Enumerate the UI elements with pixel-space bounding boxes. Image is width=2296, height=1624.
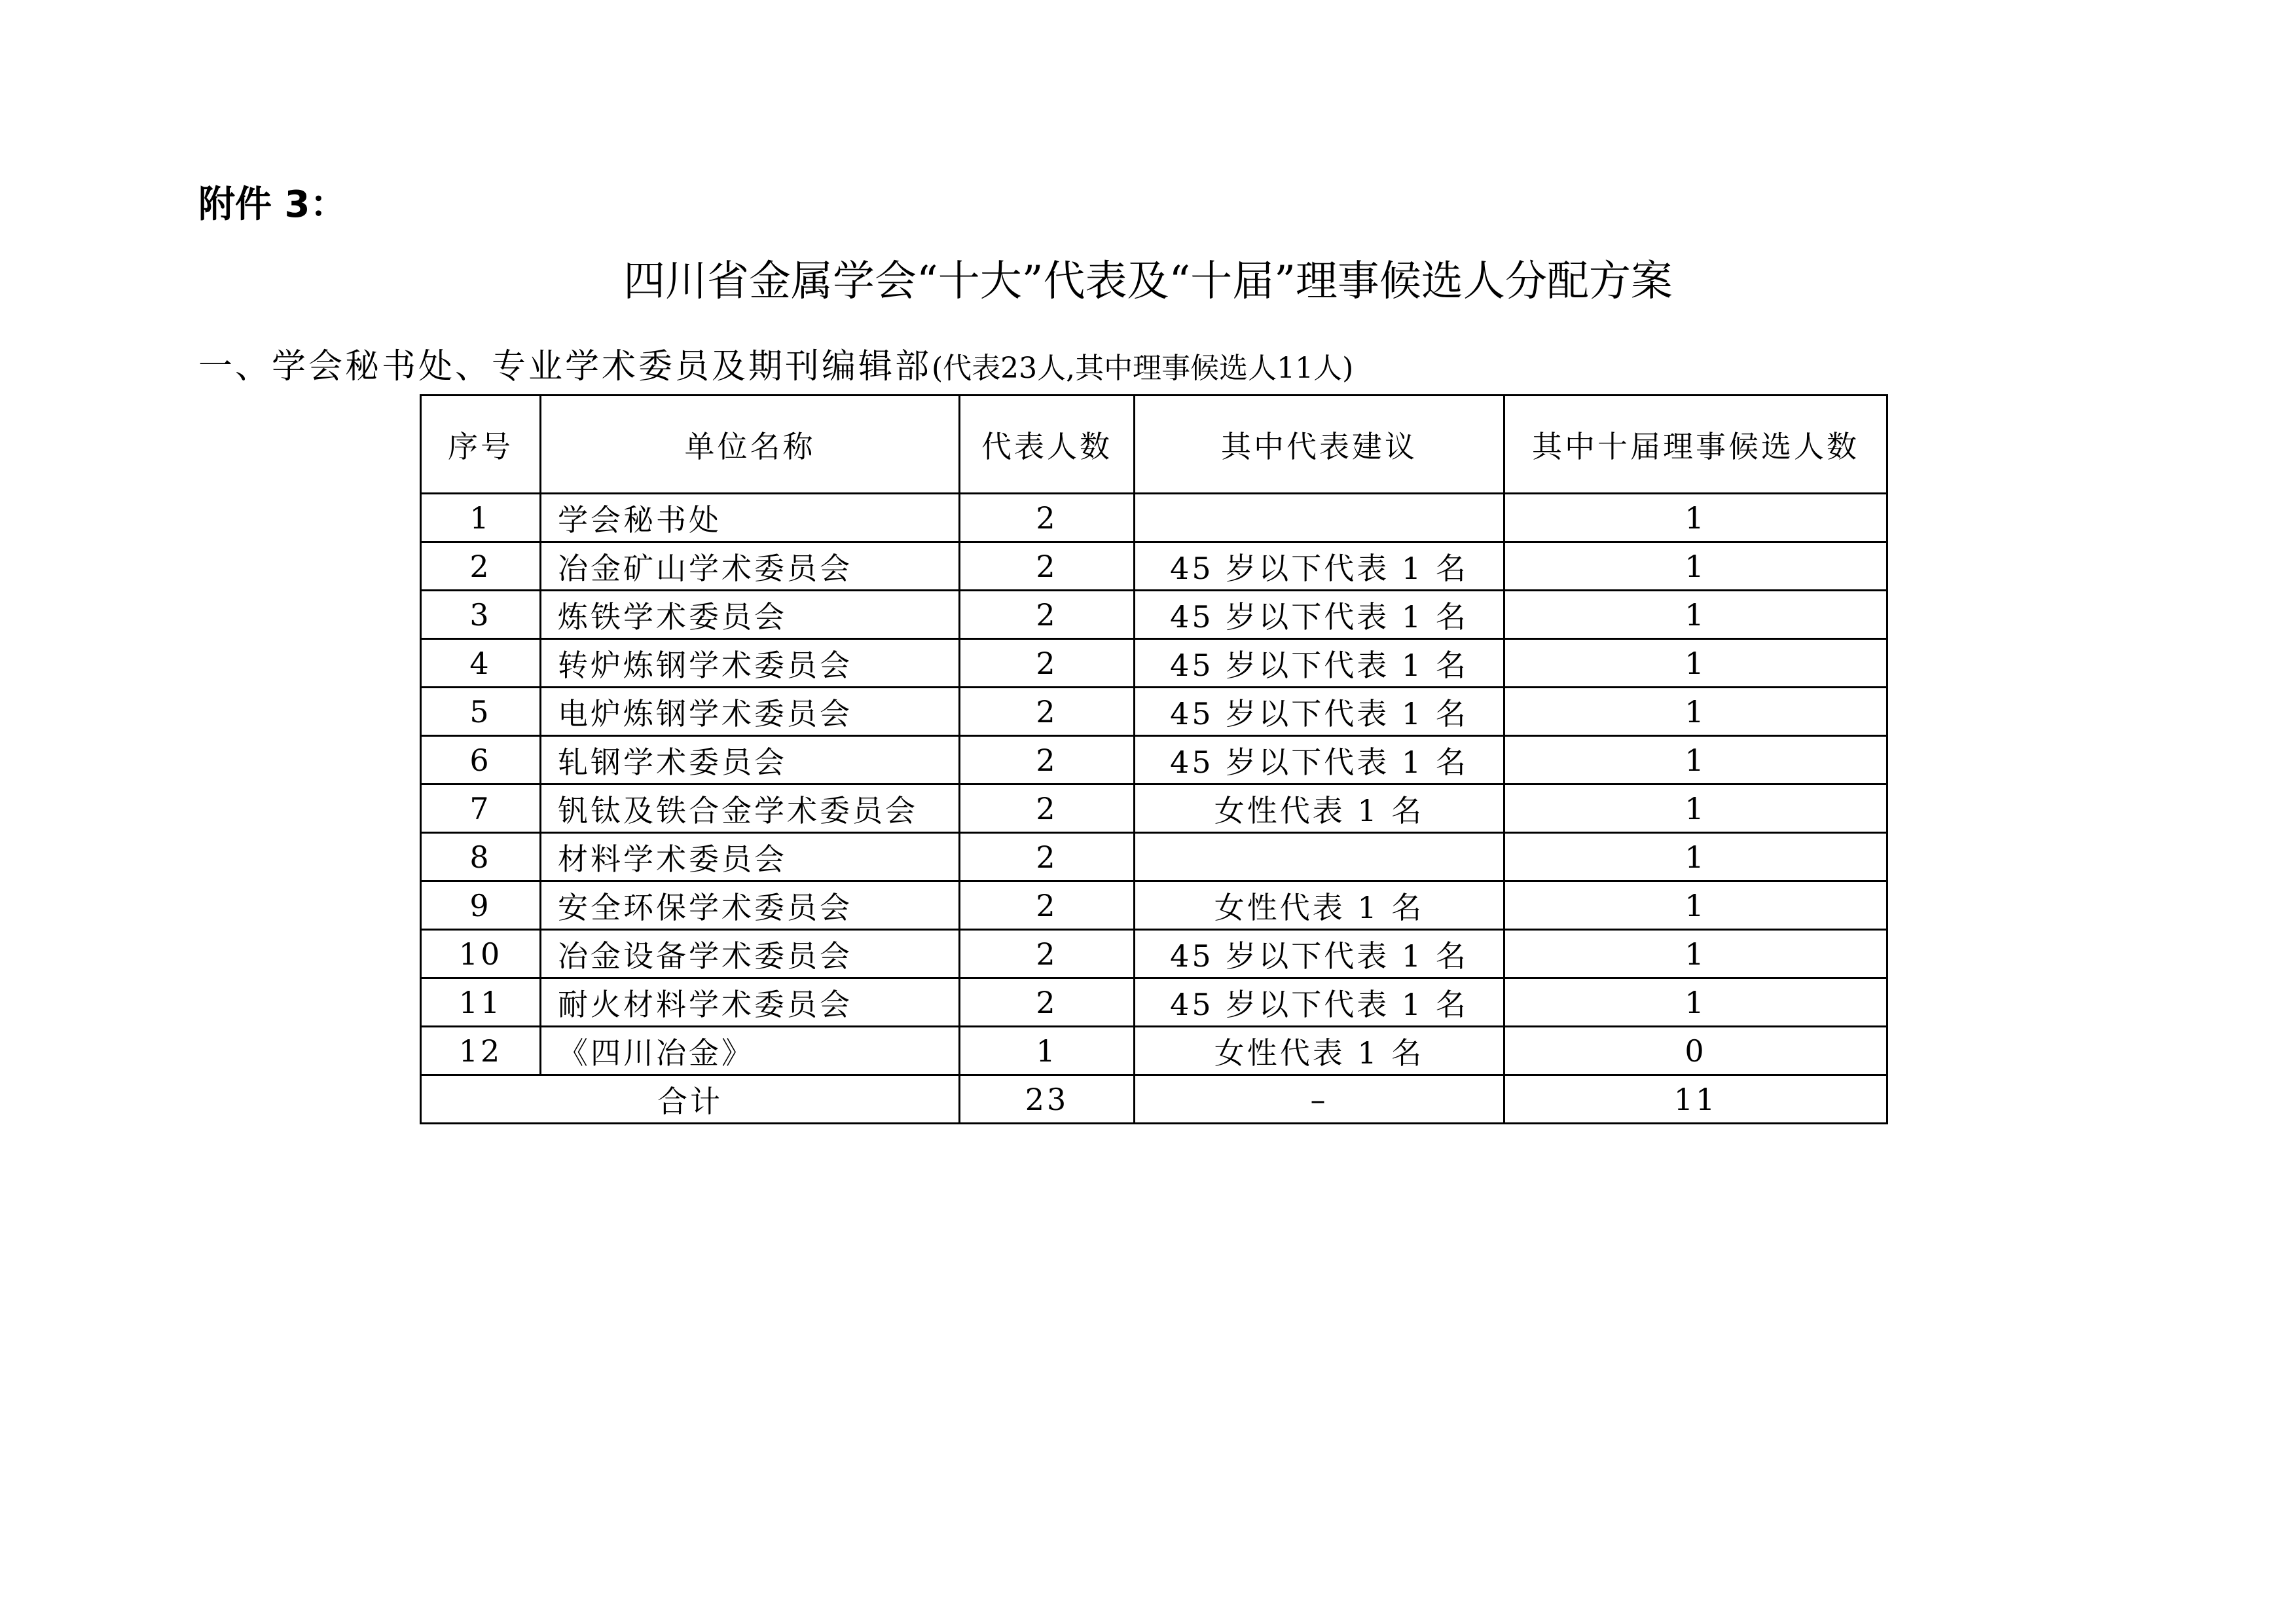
row-rep-suggestion bbox=[1135, 494, 1504, 542]
row-no: 11 bbox=[421, 978, 541, 1027]
row-rep-count: 2 bbox=[960, 494, 1135, 542]
row-no: 2 bbox=[421, 542, 541, 591]
header-rep-suggestion: 其中代表建议 bbox=[1135, 396, 1504, 494]
row-rep-suggestion: 45 岁以下代表 1 名 bbox=[1135, 542, 1504, 591]
table-row bbox=[421, 833, 1887, 881]
row-rep-count: 2 bbox=[960, 542, 1135, 591]
row-rep-count: 2 bbox=[960, 591, 1135, 639]
row-no: 12 bbox=[421, 1027, 541, 1075]
row-no: 4 bbox=[421, 639, 541, 688]
row-rep-suggestion: 45 岁以下代表 1 名 bbox=[1135, 736, 1504, 784]
table-row bbox=[421, 591, 1887, 639]
row-unit-name: 转炉炼钢学术委员会 bbox=[541, 639, 960, 688]
row-rep-count: 2 bbox=[960, 930, 1135, 978]
row-unit-name: 炼铁学术委员会 bbox=[541, 591, 960, 639]
row-unit-name: 学会秘书处 bbox=[541, 494, 960, 542]
row-unit-name: 耐火材料学术委员会 bbox=[541, 978, 960, 1027]
row-rep-count: 2 bbox=[960, 978, 1135, 1027]
row-candidate-count: 1 bbox=[1504, 784, 1887, 833]
row-rep-suggestion: 45 岁以下代表 1 名 bbox=[1135, 591, 1504, 639]
table-row bbox=[421, 784, 1887, 833]
row-no: 5 bbox=[421, 688, 541, 736]
row-rep-count: 2 bbox=[960, 688, 1135, 736]
row-candidate-count: 1 bbox=[1504, 591, 1887, 639]
row-rep-suggestion: 女性代表 1 名 bbox=[1135, 784, 1504, 833]
row-rep-count: 2 bbox=[960, 639, 1135, 688]
row-candidate-count: 1 bbox=[1504, 736, 1887, 784]
row-unit-name: 安全环保学术委员会 bbox=[541, 881, 960, 930]
row-candidate-count: 1 bbox=[1504, 688, 1887, 736]
total-candidate-count: 11 bbox=[1504, 1075, 1887, 1124]
header-candidate-count: 其中十届理事候选人数 bbox=[1504, 396, 1887, 494]
row-candidate-count: 0 bbox=[1504, 1027, 1887, 1075]
row-no: 3 bbox=[421, 591, 541, 639]
row-unit-name: 材料学术委员会 bbox=[541, 833, 960, 881]
row-rep-suggestion bbox=[1135, 833, 1504, 881]
row-no: 7 bbox=[421, 784, 541, 833]
total-rep-count: 23 bbox=[960, 1075, 1135, 1124]
table-row bbox=[421, 1027, 1887, 1075]
row-candidate-count: 1 bbox=[1504, 833, 1887, 881]
row-no: 1 bbox=[421, 494, 541, 542]
row-no: 6 bbox=[421, 736, 541, 784]
header-no: 序号 bbox=[421, 396, 541, 494]
row-candidate-count: 1 bbox=[1504, 930, 1887, 978]
row-unit-name: 冶金矿山学术委员会 bbox=[541, 542, 960, 591]
row-rep-suggestion: 女性代表 1 名 bbox=[1135, 1027, 1504, 1075]
table-row bbox=[421, 736, 1887, 784]
row-rep-count: 2 bbox=[960, 881, 1135, 930]
table-header-row bbox=[421, 396, 1887, 494]
row-rep-count: 2 bbox=[960, 784, 1135, 833]
table-row bbox=[421, 930, 1887, 978]
row-no: 10 bbox=[421, 930, 541, 978]
section-heading-text: 一、学会秘书处、专业学术委员及期刊编辑部 bbox=[198, 347, 932, 386]
row-rep-count: 1 bbox=[960, 1027, 1135, 1075]
row-rep-suggestion: 女性代表 1 名 bbox=[1135, 881, 1504, 930]
row-unit-name: 《四川冶金》 bbox=[541, 1027, 960, 1075]
table-row bbox=[421, 542, 1887, 591]
row-candidate-count: 1 bbox=[1504, 881, 1887, 930]
total-label: 合计 bbox=[421, 1075, 960, 1124]
section-note: (代表23人,其中理事候选人11人) bbox=[932, 352, 1354, 385]
row-unit-name: 冶金设备学术委员会 bbox=[541, 930, 960, 978]
row-rep-count: 2 bbox=[960, 736, 1135, 784]
section-heading bbox=[198, 341, 1353, 395]
row-no: 9 bbox=[421, 881, 541, 930]
table-row bbox=[421, 978, 1887, 1027]
header-rep-count: 代表人数 bbox=[960, 396, 1135, 494]
table-total-row bbox=[421, 1075, 1887, 1124]
header-unit-name: 单位名称 bbox=[541, 396, 960, 494]
row-unit-name: 电炉炼钢学术委员会 bbox=[541, 688, 960, 736]
attachment-label: 附件 3： bbox=[198, 183, 347, 226]
allocation-table bbox=[420, 394, 1888, 1124]
row-rep-count: 2 bbox=[960, 833, 1135, 881]
row-rep-suggestion: 45 岁以下代表 1 名 bbox=[1135, 930, 1504, 978]
table-row bbox=[421, 494, 1887, 542]
row-unit-name: 钒钛及铁合金学术委员会 bbox=[541, 784, 960, 833]
row-unit-name: 轧钢学术委员会 bbox=[541, 736, 960, 784]
table-row bbox=[421, 639, 1887, 688]
row-candidate-count: 1 bbox=[1504, 639, 1887, 688]
row-candidate-count: 1 bbox=[1504, 978, 1887, 1027]
total-rep-suggestion: – bbox=[1135, 1075, 1504, 1124]
row-no: 8 bbox=[421, 833, 541, 881]
row-candidate-count: 1 bbox=[1504, 494, 1887, 542]
row-candidate-count: 1 bbox=[1504, 542, 1887, 591]
table-row bbox=[421, 881, 1887, 930]
row-rep-suggestion: 45 岁以下代表 1 名 bbox=[1135, 639, 1504, 688]
row-rep-suggestion: 45 岁以下代表 1 名 bbox=[1135, 688, 1504, 736]
document-title: 四川省金属学会“十大”代表及“十届”理事候选人分配方案 bbox=[623, 257, 1673, 306]
row-rep-suggestion: 45 岁以下代表 1 名 bbox=[1135, 978, 1504, 1027]
table-row bbox=[421, 688, 1887, 736]
